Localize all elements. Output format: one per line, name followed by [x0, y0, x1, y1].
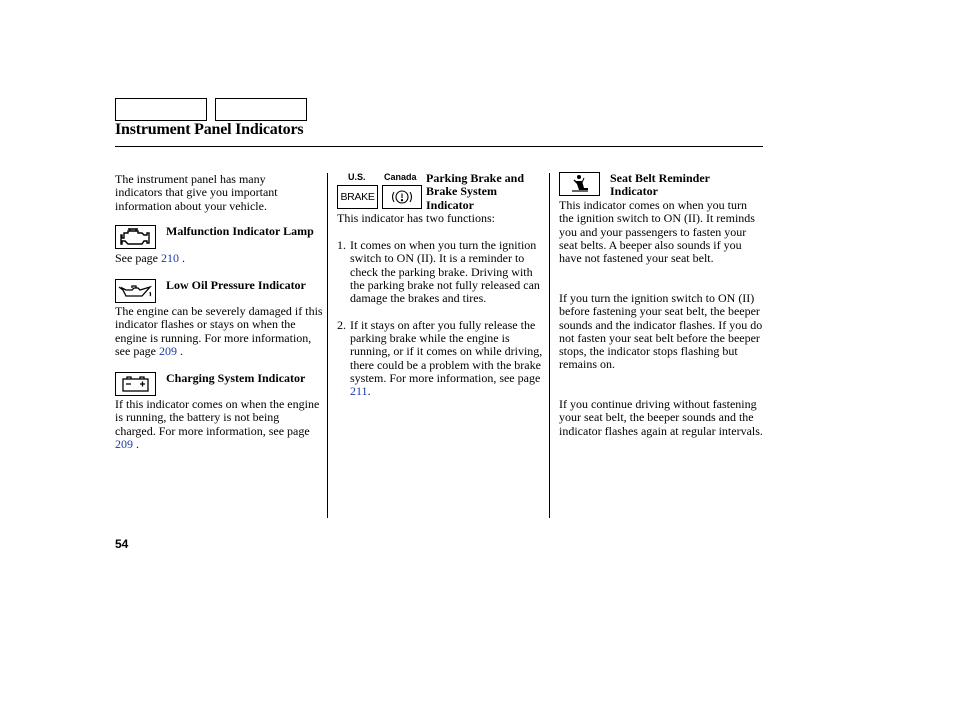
brake-circle-icon: [382, 185, 422, 209]
oil-body-text: The engine can be severely damaged if this indicator flashes or stays on when the engine is running. For more information, see page: [115, 304, 323, 358]
period: .: [136, 436, 139, 451]
seat-belt-paragraph-2: If you turn the ignition switch to ON (II) before fastening your seat belt, the beeper sounds and the indicator flashes. If you do not fasten your seat belt before the beeper stops, the indicator stops flashing but remains on.: [559, 291, 763, 372]
list-text: It comes on when you turn the ignition switch to ON (II). It is a reminder to check the parking brake. Driving with the parking brake not fully released can damage the brakes and tires.: [350, 238, 540, 306]
see-page-text: See page: [115, 251, 158, 265]
oil-body: [115, 305, 323, 358]
brake-word-icon: BRAKE: [337, 185, 378, 209]
battery-icon: [115, 372, 156, 396]
seat-belt-paragraph-1: This indicator comes on when you turn the ignition switch to ON (II). It reminds you and your passengers to fasten your seat belts. A beeper also sounds if you have not fastened your seat belt.: [559, 198, 755, 266]
list-number: 1.: [337, 238, 346, 252]
column-divider-1: [327, 173, 328, 518]
nav-tab-2[interactable]: [215, 98, 307, 121]
seat-belt-heading: Seat Belt Reminder Indicator: [610, 171, 710, 199]
charging-body-text: If this indicator comes on when the engine is running, the battery is not being charged. For more information, see page: [115, 397, 320, 438]
brake-list: [337, 239, 544, 399]
brake-intro: This indicator has two functions:: [337, 211, 495, 225]
page-title: Instrument Panel Indicators: [115, 121, 304, 138]
label-canada: Canada: [384, 172, 417, 182]
column-divider-2: [549, 173, 550, 518]
malfunction-heading: Malfunction Indicator Lamp: [166, 224, 314, 238]
brake-heading: Parking Brake and Brake System Indicator: [426, 171, 525, 212]
title-divider: [115, 146, 763, 147]
seat-belt-icon: [559, 172, 600, 196]
period: .: [181, 251, 185, 265]
page-number: 54: [115, 537, 129, 551]
label-us: U.S.: [348, 172, 366, 182]
page-link-209a[interactable]: 209: [158, 343, 177, 358]
list-item: [337, 319, 544, 399]
charging-heading: Charging System Indicator: [166, 371, 306, 385]
charging-body: [115, 398, 323, 451]
page-link-209b[interactable]: 209: [115, 436, 133, 451]
page-link-211[interactable]: 211: [350, 384, 368, 399]
list-text: If it stays on after you fully release the parking brake while the engine is running, or if it comes on while driving, there could be a problem with the brake system. For more information, see page: [350, 317, 543, 385]
nav-tab-1[interactable]: [115, 98, 207, 121]
check-engine-icon: [115, 225, 156, 249]
intro-paragraph: The instrument panel has many indicators that give you important information about your vehicle.: [115, 172, 278, 213]
period: .: [179, 343, 183, 358]
oil-can-icon: [115, 279, 156, 303]
list-item: [337, 239, 544, 305]
period: .: [367, 384, 371, 399]
page-link-210[interactable]: 210: [160, 251, 179, 265]
malfunction-see-page: [115, 252, 315, 265]
seat-belt-paragraph-3: If you continue driving without fastening your seat belt, the beeper sounds and the indicator flashes again at regular intervals.: [559, 397, 763, 438]
oil-heading: Low Oil Pressure Indicator: [166, 278, 306, 292]
list-number: 2.: [337, 317, 346, 332]
